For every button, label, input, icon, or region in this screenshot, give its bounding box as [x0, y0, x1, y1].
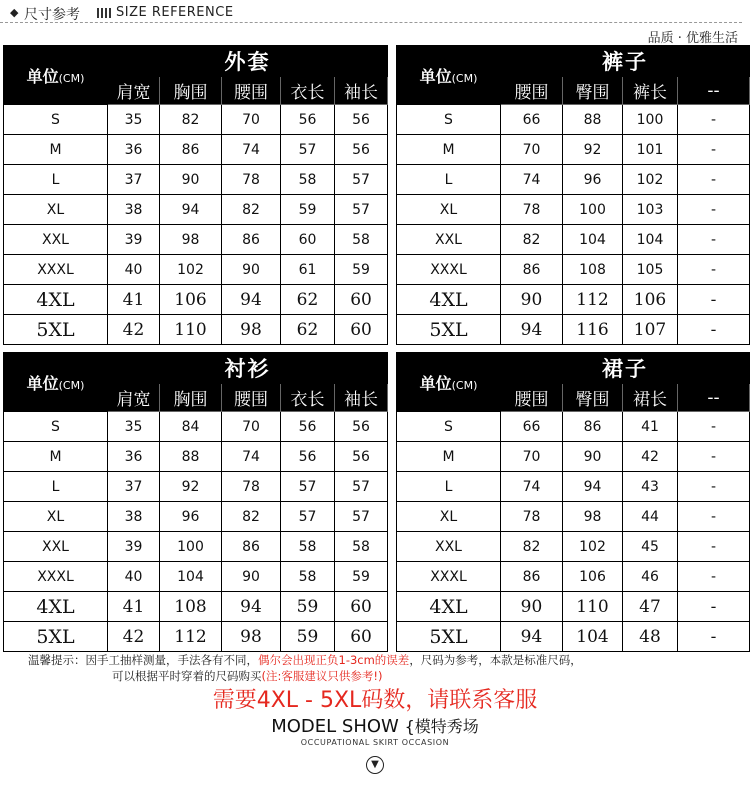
measurement-cell: 60 [335, 622, 388, 652]
size-label: XXXL [397, 562, 501, 592]
measurement-cell: 102 [160, 255, 222, 285]
measurement-cell: 59 [281, 622, 335, 652]
measurement-cell: 94 [160, 195, 222, 225]
size-label: XL [4, 502, 108, 532]
unit-suffix: (CM) [451, 71, 478, 85]
size-label: M [4, 135, 108, 165]
measurement-cell: - [678, 285, 750, 315]
model-show-cn: {模特秀场 [404, 717, 479, 736]
column-header: 胸围 [160, 384, 222, 412]
measurement-cell: 106 [160, 285, 222, 315]
measurement-cell: 110 [563, 592, 623, 622]
table-row [397, 135, 750, 165]
measurement-cell: 90 [222, 255, 281, 285]
bars-icon [97, 8, 111, 18]
table-row [4, 255, 388, 285]
table-row [397, 225, 750, 255]
measurement-cell: - [678, 562, 750, 592]
size-label: XXL [397, 532, 501, 562]
measurement-cell: 62 [281, 315, 335, 345]
size-label: 4XL [397, 285, 501, 315]
table-row [4, 105, 388, 135]
chevron-down-circle-icon[interactable]: ▼ [366, 756, 384, 774]
note-warning: 偶尔会出现正负1-3cm的误差 [258, 653, 410, 667]
measurement-cell: 42 [623, 442, 678, 472]
measurement-cell: 90 [563, 442, 623, 472]
measurement-cell: 82 [160, 105, 222, 135]
measurement-cell: 78 [501, 195, 563, 225]
size-label: XL [4, 195, 108, 225]
measurement-cell: 42 [108, 315, 160, 345]
measurement-cell: 60 [335, 592, 388, 622]
note-text: ，尺码为参考，本款是标准尺码， [409, 653, 582, 667]
size-label: XXXL [4, 255, 108, 285]
measurement-cell: 116 [563, 315, 623, 345]
measurement-cell: - [678, 502, 750, 532]
size-label: XL [397, 195, 501, 225]
column-header: -- [678, 384, 750, 412]
measurement-cell: 57 [281, 502, 335, 532]
measurement-cell: 88 [160, 442, 222, 472]
measurement-cell: - [678, 225, 750, 255]
measurement-cell: 86 [501, 255, 563, 285]
measurement-cell: 98 [160, 225, 222, 255]
measurement-cell: 57 [281, 135, 335, 165]
measurement-cell: 56 [335, 135, 388, 165]
size-label: XXXL [397, 255, 501, 285]
size-label: 5XL [397, 315, 501, 345]
table-row [4, 412, 388, 442]
unit-header [397, 46, 501, 105]
measurement-cell: - [678, 135, 750, 165]
measurement-cell: 44 [623, 502, 678, 532]
measurement-cell: 94 [222, 592, 281, 622]
column-header: 臀围 [563, 77, 623, 105]
measurement-cell: 66 [501, 105, 563, 135]
measurement-cell: 74 [501, 472, 563, 502]
table-row [4, 502, 388, 532]
measurement-cell: 70 [501, 135, 563, 165]
measurement-cell: 35 [108, 412, 160, 442]
measurement-cell: 58 [281, 562, 335, 592]
measurement-cell: 60 [281, 225, 335, 255]
measurement-cell: 58 [281, 532, 335, 562]
measurement-cell: - [678, 472, 750, 502]
model-show-en: MODEL SHOW [271, 716, 399, 737]
measurement-cell: 56 [335, 105, 388, 135]
measurement-cell: - [678, 532, 750, 562]
measurement-cell: 105 [623, 255, 678, 285]
size-label: S [397, 105, 501, 135]
measurement-cell: 57 [335, 195, 388, 225]
measurement-cell: 104 [563, 622, 623, 652]
unit-label: 单位 [419, 373, 452, 393]
table-row [4, 165, 388, 195]
measurement-cell: 102 [623, 165, 678, 195]
size-label: 5XL [397, 622, 501, 652]
table-row [4, 472, 388, 502]
size-label: XXL [4, 225, 108, 255]
measurement-cell: 82 [222, 502, 281, 532]
column-header: 袖长 [335, 384, 388, 412]
measurement-cell: 62 [281, 285, 335, 315]
table-row [4, 135, 388, 165]
tagline: 品质 · 优雅生活 [647, 31, 738, 46]
column-header: 腰围 [501, 384, 563, 412]
table-row [397, 442, 750, 472]
note-text: 可以根据平时穿着的尺码购买 [112, 669, 262, 683]
table-row [397, 562, 750, 592]
measurement-cell: 90 [501, 285, 563, 315]
unit-suffix: (CM) [451, 378, 478, 392]
size-label: 5XL [4, 622, 108, 652]
unit-header [4, 46, 108, 105]
measurement-cell: 104 [623, 225, 678, 255]
size-label: 5XL [4, 315, 108, 345]
measurement-cell: 82 [501, 225, 563, 255]
size-label: S [397, 412, 501, 442]
measurement-cell: 92 [563, 135, 623, 165]
table-row [397, 285, 750, 315]
measurement-cell: 94 [501, 622, 563, 652]
measurement-cell: 96 [563, 165, 623, 195]
measurement-cell: 38 [108, 502, 160, 532]
skirt-size-table [396, 352, 750, 652]
note-warning: (注:客服建议只供参考!) [261, 669, 383, 683]
measurement-cell: 106 [563, 562, 623, 592]
measurement-cell: 35 [108, 105, 160, 135]
measurement-cell: 66 [501, 412, 563, 442]
size-label: 4XL [397, 592, 501, 622]
measurement-cell: 58 [335, 532, 388, 562]
measurement-cell: 112 [563, 285, 623, 315]
column-header: 肩宽 [108, 384, 160, 412]
column-header: 腰围 [501, 77, 563, 105]
size-label: M [397, 135, 501, 165]
size-label: L [4, 472, 108, 502]
table-row [397, 195, 750, 225]
model-show-heading [0, 714, 750, 737]
measurement-cell: 78 [501, 502, 563, 532]
measurement-cell: 37 [108, 165, 160, 195]
measurement-cell: 59 [335, 255, 388, 285]
note-line-1 [28, 652, 748, 668]
measurement-cell: - [678, 165, 750, 195]
measurement-cell: 74 [222, 442, 281, 472]
measurement-cell: 90 [222, 562, 281, 592]
column-header: -- [678, 77, 750, 105]
size-label: S [4, 105, 108, 135]
measurement-cell: 36 [108, 442, 160, 472]
unit-label: 单位 [26, 66, 59, 86]
measurement-cell: 70 [222, 105, 281, 135]
size-label: L [4, 165, 108, 195]
measurement-cell: 40 [108, 562, 160, 592]
measurement-cell: - [678, 315, 750, 345]
occasion-subtitle: OCCUPATIONAL SKIRT OCCASION [300, 738, 450, 747]
measurement-cell: 88 [563, 105, 623, 135]
measurement-cell: 102 [563, 532, 623, 562]
garment-title: 衬衫 [108, 353, 388, 384]
measurement-cell: 86 [563, 412, 623, 442]
measurement-cell: 100 [160, 532, 222, 562]
measurement-cell: 90 [160, 165, 222, 195]
measurement-cell: 78 [222, 472, 281, 502]
measurement-cell: 57 [281, 472, 335, 502]
measurement-cell: 94 [563, 472, 623, 502]
table-row [4, 225, 388, 255]
measurement-cell: 86 [222, 225, 281, 255]
size-label: L [397, 472, 501, 502]
measurement-cell: 56 [281, 105, 335, 135]
measurement-cell: 96 [160, 502, 222, 532]
measurement-cell: - [678, 412, 750, 442]
unit-header [4, 353, 108, 412]
measurement-cell: 46 [623, 562, 678, 592]
measurement-cell: - [678, 255, 750, 285]
measurement-cell: 43 [623, 472, 678, 502]
measurement-cell: 108 [563, 255, 623, 285]
measurement-cell: 42 [108, 622, 160, 652]
column-header: 臀围 [563, 384, 623, 412]
measurement-cell: 106 [623, 285, 678, 315]
size-label: M [397, 442, 501, 472]
unit-label: 单位 [26, 373, 59, 393]
table-row [4, 622, 388, 652]
measurement-cell: 41 [108, 285, 160, 315]
table-row [4, 562, 388, 592]
dotted-divider [0, 22, 742, 23]
measurement-cell: 60 [335, 285, 388, 315]
measurement-cell: 86 [222, 532, 281, 562]
size-label: L [397, 165, 501, 195]
measurement-cell: 37 [108, 472, 160, 502]
measurement-cell: 94 [501, 315, 563, 345]
size-label: M [4, 442, 108, 472]
column-header: 裙长 [623, 384, 678, 412]
measurement-cell: 41 [108, 592, 160, 622]
table-row [397, 315, 750, 345]
size-label: 4XL [4, 592, 108, 622]
measurement-cell: 94 [222, 285, 281, 315]
measurement-cell: 74 [501, 165, 563, 195]
size-reference-header [0, 0, 750, 44]
measurement-cell: 103 [623, 195, 678, 225]
measurement-cell: - [678, 105, 750, 135]
garment-title: 外套 [108, 46, 388, 77]
shirt-size-table [3, 352, 388, 652]
table-row [4, 532, 388, 562]
pants-size-table [396, 45, 750, 345]
measurement-cell: 78 [222, 165, 281, 195]
size-label: XL [397, 502, 501, 532]
measurement-cell: 39 [108, 532, 160, 562]
measurement-cell: 59 [281, 592, 335, 622]
measurement-cell: 58 [335, 225, 388, 255]
table-row [4, 442, 388, 472]
table-row [397, 622, 750, 652]
contact-service-banner: 需要4XL - 5XL码数，请联系客服 [212, 688, 538, 713]
diamond-icon: ◆ [10, 6, 19, 19]
measurement-cell: 48 [623, 622, 678, 652]
measurement-cell: 98 [222, 315, 281, 345]
measurement-cell: 41 [623, 412, 678, 442]
measurement-cell: 47 [623, 592, 678, 622]
title-cn: 尺寸参考 [24, 7, 80, 23]
measurement-cell: 100 [563, 195, 623, 225]
measurement-cell: 56 [281, 412, 335, 442]
measurement-cell: - [678, 195, 750, 225]
measurement-cell: 38 [108, 195, 160, 225]
table-row [397, 165, 750, 195]
measurement-cell: 57 [335, 502, 388, 532]
table-row [4, 195, 388, 225]
unit-suffix: (CM) [58, 71, 85, 85]
measurement-cell: 98 [222, 622, 281, 652]
table-row [4, 285, 388, 315]
measurement-cell: 36 [108, 135, 160, 165]
size-label: XXL [397, 225, 501, 255]
measurement-cell: - [678, 622, 750, 652]
table-row [397, 412, 750, 442]
table-row [397, 255, 750, 285]
measurement-cell: 70 [222, 412, 281, 442]
column-header: 腰围 [222, 384, 281, 412]
table-row [4, 592, 388, 622]
measurement-cell: 84 [160, 412, 222, 442]
measurement-cell: 74 [222, 135, 281, 165]
measurement-cell: 70 [501, 442, 563, 472]
measurement-cell: 56 [335, 442, 388, 472]
measurement-cell: 100 [623, 105, 678, 135]
measurement-cell: 86 [160, 135, 222, 165]
measurement-cell: 112 [160, 622, 222, 652]
size-label: XXXL [4, 562, 108, 592]
measurement-cell: 59 [335, 562, 388, 592]
size-label: 4XL [4, 285, 108, 315]
coat-size-table [3, 45, 388, 345]
measurement-cell: 101 [623, 135, 678, 165]
table-row [397, 472, 750, 502]
measurement-cell: 59 [281, 195, 335, 225]
measurement-cell: 104 [563, 225, 623, 255]
measurement-cell: 58 [281, 165, 335, 195]
measurement-cell: 45 [623, 532, 678, 562]
measurement-cell: 110 [160, 315, 222, 345]
measurement-cell: 60 [335, 315, 388, 345]
measurement-cell: 39 [108, 225, 160, 255]
measurement-cell: 40 [108, 255, 160, 285]
measurement-cell: 57 [335, 472, 388, 502]
column-header: 裤长 [623, 77, 678, 105]
measurement-cell: 104 [160, 562, 222, 592]
garment-title: 裙子 [501, 353, 750, 384]
measurement-cell: 61 [281, 255, 335, 285]
measurement-cell: 86 [501, 562, 563, 592]
column-header: 肩宽 [108, 77, 160, 105]
measurement-cell: 82 [501, 532, 563, 562]
column-header: 衣长 [281, 384, 335, 412]
title-en: SIZE REFERENCE [116, 5, 234, 20]
column-header: 腰围 [222, 77, 281, 105]
table-row [397, 592, 750, 622]
column-header: 衣长 [281, 77, 335, 105]
measurement-cell: 90 [501, 592, 563, 622]
column-header: 胸围 [160, 77, 222, 105]
measurement-cell: - [678, 442, 750, 472]
note-text: 温馨提示：因手工抽样测量，手法各有不同， [28, 653, 258, 667]
measurement-cell: 98 [563, 502, 623, 532]
note-line-2 [112, 668, 750, 684]
unit-suffix: (CM) [58, 378, 85, 392]
column-header: 袖长 [335, 77, 388, 105]
size-label: XXL [4, 532, 108, 562]
garment-title: 裤子 [501, 46, 750, 77]
unit-label: 单位 [419, 66, 452, 86]
size-label: S [4, 412, 108, 442]
measurement-cell: 108 [160, 592, 222, 622]
measurement-cell: 56 [335, 412, 388, 442]
measurement-cell: 57 [335, 165, 388, 195]
table-row [397, 532, 750, 562]
measurement-cell: 56 [281, 442, 335, 472]
table-row [4, 315, 388, 345]
table-row [397, 502, 750, 532]
measurement-cell: 92 [160, 472, 222, 502]
measurement-cell: 107 [623, 315, 678, 345]
measurement-cell: 82 [222, 195, 281, 225]
unit-header [397, 353, 501, 412]
table-row [397, 105, 750, 135]
measurement-cell: - [678, 592, 750, 622]
